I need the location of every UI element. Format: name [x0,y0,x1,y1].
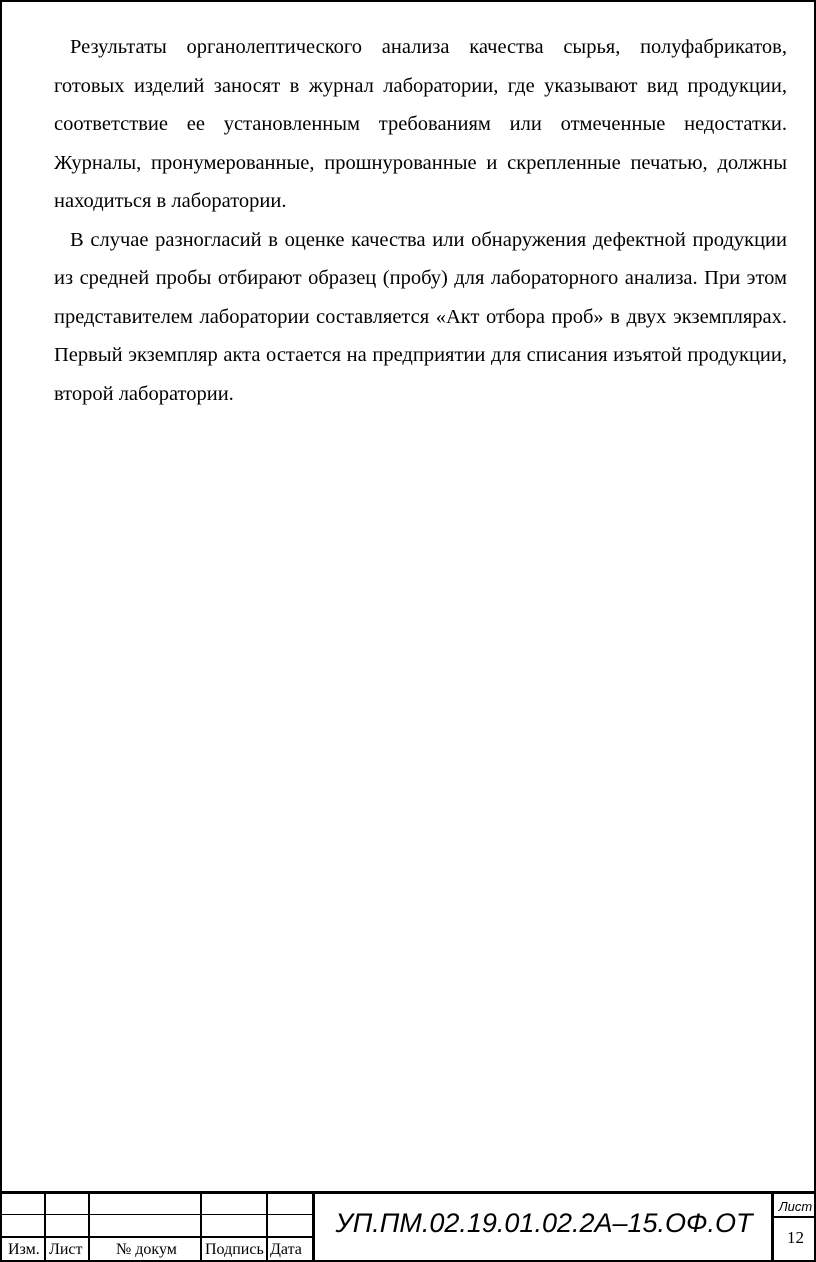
sheet-label: Лист [778,1199,813,1214]
column-date-label: Дата [270,1241,302,1258]
column-list-label: Лист [49,1241,83,1258]
column-izm-label: Изм. [8,1241,40,1258]
document-code: УП.ПМ.02.19.01.02.2А–15.ОФ.ОТ [335,1208,753,1238]
column-signature-label: Подпись [205,1241,264,1258]
paragraph-1: Результаты органолептического анализа качества сырья, полуфабрикатов, готовых изделий заносят в журнал лаборатории, где указывают вид продукции, соответствие ее установленным требованиям или отмеченные недостатки. Журналы, пронумерованные, прошнурованные и скрепленные печатью, должны находиться в лаборатории. [54,36,787,212]
sheet-number: 12 [787,1228,804,1247]
document-body [54,28,787,413]
paragraph-2: В случае разногласий в оценке качества или обнаружения дефектной продукции из средней пробы отбирают образец (пробу) для лабораторного анализа. При этом представителем лаборатории составляется «Акт отбора проб» в двух экземплярах. Первый экземпляр акта остается на предприятии для списания изъятой продукции, второй лаборатории. [54,228,787,405]
column-doc-no-label: № докум [116,1241,177,1258]
